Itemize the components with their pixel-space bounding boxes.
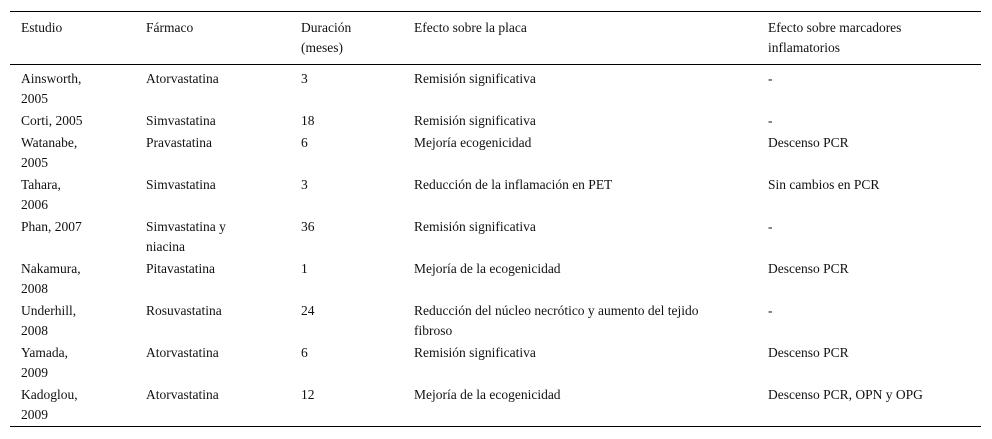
cell-farmaco: Pitavastatina: [146, 261, 215, 276]
cell-farmaco: Rosuvastatina: [146, 303, 222, 318]
cell-efecto-marcadores: Descenso PCR: [768, 261, 849, 276]
table-row: [10, 300, 981, 342]
cell-duracion: 6: [301, 135, 308, 150]
cell-estudio: Watanabe, 2005: [21, 135, 78, 170]
cell-efecto-placa: Reducción del núcleo necrótico y aumento del tejido fibroso: [414, 303, 699, 338]
cell-estudio: Kadoglou, 2009: [21, 387, 78, 422]
cell-duracion: 3: [301, 177, 308, 192]
header-farmaco: Fármaco: [146, 20, 194, 35]
cell-efecto-placa: Remisión significativa: [414, 71, 536, 86]
cell-estudio: Ainsworth, 2005: [21, 71, 82, 106]
cell-duracion: 18: [301, 113, 315, 128]
statin-studies-table-container: [10, 11, 981, 427]
cell-efecto-placa: Reducción de la inflamación en PET: [414, 177, 613, 192]
cell-duracion: 1: [301, 261, 308, 276]
cell-efecto-marcadores: -: [768, 303, 773, 318]
table-row: [10, 110, 981, 132]
cell-farmaco: Atorvastatina: [146, 387, 219, 402]
cell-farmaco: Simvastatina: [146, 113, 216, 128]
cell-efecto-marcadores: Descenso PCR, OPN y OPG: [768, 387, 923, 402]
cell-efecto-placa: Mejoría de la ecogenicidad: [414, 261, 561, 276]
cell-farmaco: Atorvastatina: [146, 345, 219, 360]
cell-farmaco: Simvastatina: [146, 177, 216, 192]
cell-efecto-marcadores: -: [768, 219, 773, 234]
table-row: [10, 132, 981, 174]
cell-duracion: 12: [301, 387, 315, 402]
table-row: [10, 216, 981, 258]
table-row: [10, 258, 981, 300]
table-row: [10, 342, 981, 384]
cell-estudio: Nakamura, 2008: [21, 261, 81, 296]
header-estudio: Estudio: [21, 20, 63, 35]
statin-studies-table: [10, 11, 981, 427]
cell-efecto-placa: Mejoría de la ecogenicidad: [414, 387, 561, 402]
table-row: [10, 174, 981, 216]
cell-efecto-placa: Remisión significativa: [414, 345, 536, 360]
cell-estudio: Corti, 2005: [21, 113, 83, 128]
header-efecto-marcadores: Efecto sobre marcadores inflamatorios: [768, 20, 902, 55]
cell-efecto-placa: Remisión significativa: [414, 113, 536, 128]
cell-farmaco: Simvastatina y niacina: [146, 219, 226, 254]
cell-efecto-placa: Mejoría ecogenicidad: [414, 135, 532, 150]
cell-efecto-marcadores: Sin cambios en PCR: [768, 177, 880, 192]
cell-farmaco: Pravastatina: [146, 135, 212, 150]
cell-estudio: Phan, 2007: [21, 219, 82, 234]
cell-farmaco: Atorvastatina: [146, 71, 219, 86]
cell-estudio: Underhill, 2008: [21, 303, 77, 338]
cell-efecto-placa: Remisión significativa: [414, 219, 536, 234]
table-header-row: [10, 12, 981, 65]
cell-efecto-marcadores: -: [768, 71, 773, 86]
cell-efecto-marcadores: -: [768, 113, 773, 128]
cell-estudio: Tahara, 2006: [21, 177, 61, 212]
header-duracion: Duración (meses): [301, 20, 352, 55]
table-row: [10, 384, 981, 427]
table-row: [10, 65, 981, 111]
header-efecto-placa: Efecto sobre la placa: [414, 20, 527, 35]
cell-estudio: Yamada, 2009: [21, 345, 68, 380]
cell-duracion: 36: [301, 219, 315, 234]
cell-efecto-marcadores: Descenso PCR: [768, 135, 849, 150]
cell-duracion: 3: [301, 71, 308, 86]
cell-efecto-marcadores: Descenso PCR: [768, 345, 849, 360]
cell-duracion: 6: [301, 345, 308, 360]
cell-duracion: 24: [301, 303, 315, 318]
